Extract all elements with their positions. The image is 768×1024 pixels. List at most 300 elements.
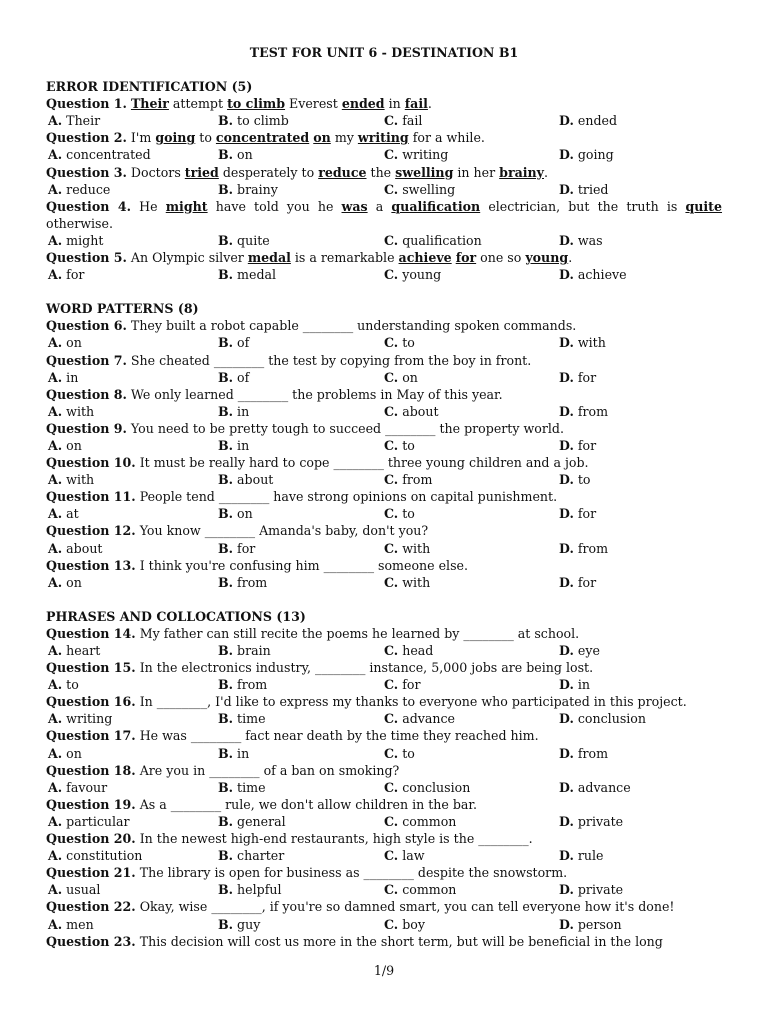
answer-option bbox=[218, 540, 255, 557]
option-letter: C. bbox=[384, 677, 399, 693]
option-text: on bbox=[66, 335, 82, 351]
underlined-word: might bbox=[165, 198, 208, 214]
option-text: on bbox=[66, 574, 82, 590]
answer-option bbox=[559, 916, 622, 933]
option-text: eye bbox=[577, 643, 600, 658]
question-text: People tend ________ have strong opinions on capital punishment. bbox=[135, 489, 558, 505]
answer-option bbox=[384, 642, 433, 659]
question-text: my bbox=[330, 130, 358, 146]
question-text: . bbox=[427, 96, 432, 112]
option-letter: C. bbox=[384, 779, 399, 795]
question-stem bbox=[46, 249, 722, 266]
option-letter: A. bbox=[48, 540, 63, 556]
underlined-word: swelling bbox=[395, 164, 454, 180]
answer-option bbox=[384, 847, 425, 864]
option-letter: B. bbox=[218, 181, 234, 197]
question-number: Question 22. bbox=[46, 899, 136, 915]
question-text: have told you he bbox=[207, 198, 342, 214]
answer-option bbox=[218, 779, 266, 796]
underlined-word: achieve bbox=[398, 250, 452, 266]
question-stem bbox=[46, 454, 722, 471]
option-text: in bbox=[577, 677, 591, 693]
option-text: private bbox=[577, 813, 624, 829]
answer-option bbox=[384, 813, 456, 830]
answer-option bbox=[384, 540, 430, 557]
option-letter: D. bbox=[559, 711, 574, 727]
answer-option bbox=[218, 676, 267, 693]
option-text: ended bbox=[577, 113, 618, 129]
question-text: a bbox=[367, 198, 392, 214]
option-letter: A. bbox=[48, 437, 63, 453]
underlined-word: on bbox=[313, 130, 331, 146]
answer-option bbox=[559, 471, 591, 488]
option-letter: A. bbox=[48, 745, 63, 761]
option-letter: B. bbox=[218, 711, 234, 727]
question-text: Everest bbox=[285, 96, 342, 112]
option-text: general bbox=[237, 813, 286, 829]
question-number: Question 15. bbox=[46, 660, 136, 676]
option-letter: C. bbox=[384, 848, 399, 864]
question-text: in bbox=[384, 96, 405, 112]
question-text: This decision will cost us more in the short term, but will be beneficial in the long bbox=[135, 933, 663, 949]
answer-option bbox=[384, 916, 425, 933]
option-letter: B. bbox=[218, 147, 234, 163]
option-letter: D. bbox=[559, 437, 574, 453]
question-stem bbox=[46, 796, 722, 813]
answer-option bbox=[48, 505, 79, 522]
question-text: in her bbox=[453, 164, 500, 180]
question-text: He bbox=[131, 198, 166, 214]
option-letter: B. bbox=[218, 813, 234, 829]
answer-option bbox=[559, 112, 617, 129]
answer-options bbox=[46, 232, 722, 249]
option-text: to bbox=[402, 437, 415, 453]
option-text: with bbox=[402, 540, 431, 556]
option-text: on bbox=[237, 147, 253, 163]
question-text: You need to be pretty tough to succeed ________ the property world. bbox=[126, 420, 564, 436]
underlined-word: fail bbox=[404, 96, 428, 112]
option-text: for bbox=[577, 437, 597, 453]
option-text: concentrated bbox=[66, 147, 151, 163]
option-letter: B. bbox=[218, 232, 234, 248]
option-text: charter bbox=[237, 848, 285, 864]
option-text: for bbox=[66, 267, 85, 283]
answer-option bbox=[559, 745, 608, 762]
option-text: reduce bbox=[66, 181, 111, 197]
answer-option bbox=[48, 676, 79, 693]
answer-option bbox=[384, 676, 420, 693]
option-letter: A. bbox=[48, 181, 63, 197]
question-text: otherwise. bbox=[46, 215, 113, 231]
answer-option bbox=[48, 112, 100, 129]
question-text: As a ________ rule, we don't allow children in the bar. bbox=[135, 796, 478, 812]
answer-option bbox=[384, 369, 418, 386]
page-title: TEST FOR UNIT 6 - DESTINATION B1 bbox=[249, 45, 519, 60]
underlined-word: writing bbox=[357, 130, 409, 146]
question-stem bbox=[46, 352, 722, 369]
answer-option bbox=[559, 334, 606, 351]
option-text: for bbox=[577, 506, 597, 522]
option-text: guy bbox=[237, 916, 261, 932]
question-stem bbox=[46, 164, 722, 181]
section-heading: WORD PATTERNS (8) bbox=[46, 301, 199, 317]
option-text: of bbox=[237, 369, 250, 385]
option-text: common bbox=[402, 813, 457, 829]
option-text: person bbox=[577, 916, 622, 932]
option-letter: B. bbox=[218, 916, 234, 932]
option-letter: C. bbox=[384, 232, 399, 248]
option-letter: A. bbox=[48, 882, 63, 898]
question-text: . bbox=[544, 164, 549, 180]
answer-option bbox=[48, 540, 103, 557]
option-text: with bbox=[577, 335, 606, 351]
option-text: from bbox=[577, 745, 609, 761]
option-text: on bbox=[66, 745, 82, 761]
question-text: It must be really hard to cope ________ three young children and a job. bbox=[135, 455, 589, 471]
option-letter: A. bbox=[48, 779, 63, 795]
answer-option bbox=[218, 437, 249, 454]
answer-option bbox=[384, 181, 455, 198]
question-number: Question 8. bbox=[46, 386, 127, 402]
question-text: the bbox=[366, 164, 396, 180]
question-text: to bbox=[195, 130, 216, 146]
option-text: head bbox=[402, 643, 434, 658]
answer-option bbox=[48, 847, 142, 864]
question-text: An Olympic silver bbox=[126, 250, 248, 266]
answer-options bbox=[46, 334, 722, 351]
answer-option bbox=[559, 847, 604, 864]
answer-options bbox=[46, 642, 722, 659]
option-letter: A. bbox=[48, 574, 63, 590]
option-letter: D. bbox=[559, 403, 574, 419]
option-letter: A. bbox=[48, 403, 63, 419]
option-letter: D. bbox=[559, 540, 574, 556]
question-text: She cheated ________ the test by copying from the boy in front. bbox=[126, 352, 532, 368]
underlined-word: concentrated bbox=[215, 130, 310, 146]
answer-option bbox=[559, 710, 646, 727]
question-stem bbox=[46, 762, 722, 779]
question-number: Question 20. bbox=[46, 831, 136, 847]
option-text: time bbox=[237, 779, 266, 795]
question-stem bbox=[46, 317, 722, 334]
option-letter: A. bbox=[48, 848, 63, 864]
option-letter: D. bbox=[559, 232, 574, 248]
option-text: to bbox=[402, 745, 415, 761]
option-letter: B. bbox=[218, 848, 234, 864]
option-letter: A. bbox=[48, 472, 63, 488]
answer-option bbox=[48, 369, 78, 386]
answer-option bbox=[384, 710, 455, 727]
question-text: Okay, wise ________, if you're so damned smart, you can tell everyone how it's done! bbox=[135, 899, 675, 915]
option-text: of bbox=[237, 335, 250, 351]
answer-option bbox=[48, 779, 107, 796]
question-text: I'm bbox=[126, 130, 156, 146]
option-text: to climb bbox=[237, 113, 289, 129]
option-text: rule bbox=[577, 848, 604, 864]
question-number: Question 13. bbox=[46, 557, 136, 573]
option-letter: D. bbox=[559, 267, 574, 283]
question-number: Question 1. bbox=[46, 96, 127, 112]
option-text: for bbox=[577, 369, 597, 385]
answer-option bbox=[218, 881, 282, 898]
answer-options bbox=[46, 369, 722, 386]
underlined-word: Their bbox=[130, 96, 169, 112]
option-letter: B. bbox=[218, 779, 234, 795]
option-letter: D. bbox=[559, 574, 574, 590]
answer-option bbox=[218, 403, 249, 420]
answer-option bbox=[218, 334, 249, 351]
answer-option bbox=[559, 881, 623, 898]
question-number: Question 18. bbox=[46, 762, 136, 778]
option-letter: D. bbox=[559, 113, 574, 129]
option-text: men bbox=[66, 916, 94, 932]
option-text: in bbox=[237, 437, 250, 453]
answer-option bbox=[559, 505, 596, 522]
question-number: Question 10. bbox=[46, 455, 136, 471]
option-letter: B. bbox=[218, 882, 234, 898]
option-text: from bbox=[402, 472, 433, 488]
option-letter: A. bbox=[48, 147, 63, 163]
question-stem bbox=[46, 198, 722, 232]
answer-options bbox=[46, 181, 722, 198]
option-letter: A. bbox=[48, 506, 63, 522]
question-number: Question 16. bbox=[46, 694, 136, 710]
option-letter: A. bbox=[48, 369, 63, 385]
option-letter: C. bbox=[384, 916, 399, 932]
option-text: on bbox=[66, 437, 82, 453]
option-letter: C. bbox=[384, 369, 399, 385]
answer-options bbox=[46, 881, 722, 898]
option-text: conclusion bbox=[577, 711, 646, 727]
question-number: Question 2. bbox=[46, 130, 127, 146]
underlined-word: was bbox=[341, 198, 368, 214]
underlined-word: medal bbox=[247, 250, 291, 266]
option-text: Their bbox=[66, 113, 101, 129]
question-stem bbox=[46, 659, 722, 676]
option-letter: D. bbox=[559, 813, 574, 829]
section-gap bbox=[46, 591, 722, 608]
option-text: in bbox=[237, 745, 250, 761]
option-text: common bbox=[402, 882, 457, 898]
option-letter: B. bbox=[218, 643, 234, 658]
option-text: time bbox=[237, 711, 266, 727]
answer-options bbox=[46, 437, 722, 454]
answer-options bbox=[46, 112, 722, 129]
answer-option bbox=[48, 574, 82, 591]
option-text: to bbox=[66, 677, 79, 693]
answer-option bbox=[218, 847, 284, 864]
answer-option bbox=[48, 642, 100, 659]
answer-options bbox=[46, 745, 722, 762]
option-text: fail bbox=[402, 113, 423, 129]
underlined-word: young bbox=[525, 250, 569, 266]
option-text: for bbox=[237, 540, 256, 556]
question-number: Question 9. bbox=[46, 420, 127, 436]
underlined-word: tried bbox=[184, 164, 219, 180]
option-text: about bbox=[402, 403, 439, 419]
option-letter: D. bbox=[559, 369, 574, 385]
test-content bbox=[46, 78, 722, 950]
answer-option bbox=[559, 437, 596, 454]
answer-option bbox=[48, 813, 130, 830]
question-stem bbox=[46, 830, 722, 847]
option-text: quite bbox=[237, 232, 270, 248]
question-text: He was ________ fact near death by the time they reached him. bbox=[135, 728, 539, 744]
question-text: I think you're confusing him ________ someone else. bbox=[135, 557, 468, 573]
answer-options bbox=[46, 403, 722, 420]
answer-option bbox=[559, 266, 627, 283]
option-letter: D. bbox=[559, 506, 574, 522]
answer-options bbox=[46, 471, 722, 488]
section-gap bbox=[46, 283, 722, 300]
answer-option bbox=[218, 471, 273, 488]
option-text: qualification bbox=[402, 232, 482, 248]
question-text: In the electronics industry, ________ instance, 5,000 jobs are being lost. bbox=[135, 660, 594, 676]
answer-option bbox=[218, 710, 266, 727]
option-text: on bbox=[237, 506, 253, 522]
option-letter: B. bbox=[218, 677, 234, 693]
answer-option bbox=[559, 146, 614, 163]
question-number: Question 23. bbox=[46, 933, 136, 949]
option-letter: C. bbox=[384, 113, 399, 129]
answer-option bbox=[48, 146, 151, 163]
option-letter: D. bbox=[559, 779, 574, 795]
answer-options bbox=[46, 710, 722, 727]
question-number: Question 21. bbox=[46, 865, 136, 881]
underlined-word: for bbox=[455, 250, 477, 266]
answer-option bbox=[559, 369, 596, 386]
option-letter: D. bbox=[559, 882, 574, 898]
option-text: going bbox=[577, 147, 614, 163]
option-text: helpful bbox=[237, 882, 282, 898]
page-number: 1/9 bbox=[373, 963, 395, 978]
answer-option bbox=[559, 813, 623, 830]
question-stem bbox=[46, 129, 722, 146]
option-letter: A. bbox=[48, 643, 63, 658]
option-text: with bbox=[66, 472, 95, 488]
underlined-word: going bbox=[155, 130, 196, 146]
question-stem bbox=[46, 522, 722, 539]
question-stem bbox=[46, 488, 722, 505]
question-text: attempt bbox=[168, 96, 228, 112]
answer-option bbox=[218, 745, 249, 762]
answer-option bbox=[559, 540, 608, 557]
answer-option bbox=[559, 574, 596, 591]
option-letter: A. bbox=[48, 711, 63, 727]
answer-options bbox=[46, 847, 722, 864]
question-stem bbox=[46, 95, 722, 112]
underlined-word: brainy bbox=[499, 164, 544, 180]
answer-option bbox=[48, 710, 112, 727]
option-letter: C. bbox=[384, 506, 399, 522]
option-letter: B. bbox=[218, 113, 234, 129]
option-letter: C. bbox=[384, 711, 399, 727]
answer-option bbox=[559, 676, 590, 693]
question-text: My father can still recite the poems he learned by ________ at school. bbox=[135, 625, 580, 641]
option-letter: A. bbox=[48, 813, 63, 829]
option-letter: C. bbox=[384, 745, 399, 761]
document-page bbox=[46, 44, 722, 950]
option-text: particular bbox=[66, 813, 130, 829]
option-text: constitution bbox=[66, 848, 143, 864]
option-text: from bbox=[237, 677, 268, 693]
answer-option bbox=[48, 745, 82, 762]
option-letter: D. bbox=[559, 472, 574, 488]
option-letter: A. bbox=[48, 267, 63, 283]
answer-option bbox=[384, 779, 470, 796]
answer-option bbox=[218, 642, 271, 659]
underlined-word: to climb bbox=[227, 96, 286, 112]
option-letter: D. bbox=[559, 677, 574, 693]
option-letter: B. bbox=[218, 540, 234, 556]
question-text: Are you in ________ of a ban on smoking? bbox=[135, 762, 400, 778]
underlined-word: reduce bbox=[318, 164, 367, 180]
answer-options bbox=[46, 505, 722, 522]
answer-option bbox=[559, 232, 603, 249]
option-text: achieve bbox=[577, 267, 627, 283]
question-number: Question 5. bbox=[46, 250, 127, 266]
question-number: Question 11. bbox=[46, 489, 136, 505]
option-text: to bbox=[402, 335, 415, 351]
answer-option bbox=[48, 232, 103, 249]
question-text: desperately to bbox=[218, 164, 319, 180]
question-number: Question 12. bbox=[46, 523, 136, 539]
question-text: In ________, I'd like to express my thanks to everyone who participated in this project. bbox=[135, 694, 687, 710]
option-letter: D. bbox=[559, 181, 574, 197]
question-stem bbox=[46, 727, 722, 744]
option-text: advance bbox=[577, 779, 631, 795]
answer-option bbox=[384, 266, 441, 283]
question-number: Question 7. bbox=[46, 352, 127, 368]
option-letter: C. bbox=[384, 813, 399, 829]
option-letter: C. bbox=[384, 882, 399, 898]
option-letter: B. bbox=[218, 369, 234, 385]
option-letter: D. bbox=[559, 745, 574, 761]
question-stem bbox=[46, 386, 722, 403]
answer-option bbox=[218, 813, 286, 830]
option-text: to bbox=[577, 472, 591, 488]
question-number: Question 17. bbox=[46, 728, 136, 744]
option-letter: C. bbox=[384, 643, 399, 658]
option-letter: A. bbox=[48, 677, 63, 693]
option-text: medal bbox=[237, 267, 277, 283]
answer-option bbox=[559, 779, 631, 796]
answer-option bbox=[384, 146, 448, 163]
option-letter: A. bbox=[48, 335, 63, 351]
question-text: electrician, but the truth is bbox=[480, 198, 686, 214]
answer-option bbox=[48, 881, 100, 898]
answer-option bbox=[218, 146, 253, 163]
answer-option bbox=[384, 437, 415, 454]
answer-option bbox=[218, 505, 253, 522]
question-stem bbox=[46, 557, 722, 574]
answer-options bbox=[46, 540, 722, 557]
option-letter: C. bbox=[384, 437, 399, 453]
option-letter: A. bbox=[48, 916, 63, 932]
answer-option bbox=[384, 745, 415, 762]
option-text: from bbox=[237, 574, 268, 590]
question-text: In the newest high-end restaurants, high style is the ________. bbox=[135, 831, 533, 847]
option-text: in bbox=[237, 403, 250, 419]
option-text: tried bbox=[577, 181, 609, 197]
answer-option bbox=[384, 471, 432, 488]
question-text: . bbox=[568, 250, 573, 266]
option-text: with bbox=[66, 403, 95, 419]
option-letter: D. bbox=[559, 643, 574, 658]
question-number: Question 6. bbox=[46, 318, 127, 334]
option-letter: C. bbox=[384, 472, 399, 488]
option-text: brain bbox=[237, 643, 271, 658]
